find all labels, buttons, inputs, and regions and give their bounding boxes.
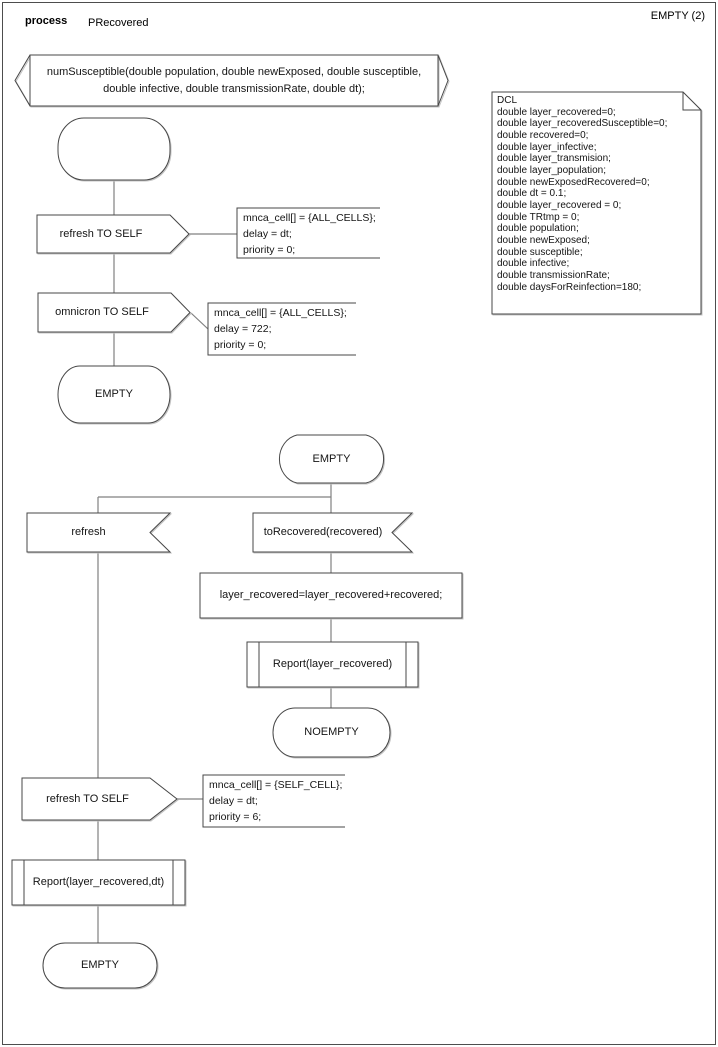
connector (191, 313, 208, 329)
dcl-line: double layer_recoveredSusceptible=0; (497, 118, 668, 130)
page-label: EMPTY (2) (650, 10, 705, 22)
dcl-line: double transmissionRate; (497, 269, 610, 281)
dcl-line: double newExposedRecovered=0; (497, 176, 650, 188)
signature-line-2: double infective, double transmissionRate, double dt); (103, 82, 365, 95)
output-params-2-text (214, 305, 347, 353)
dcl-line: double TRtmp = 0; (497, 211, 580, 223)
param-line: priority = 0; (243, 244, 296, 256)
dcl-line: double susceptible; (497, 246, 583, 258)
dcl-line: double layer_infective; (497, 141, 597, 153)
param-line: priority = 0; (214, 339, 267, 351)
param-line: delay = 722; (214, 323, 272, 335)
output-refresh-1-label: refresh TO SELF (59, 227, 143, 240)
state-empty-2-label: EMPTY (312, 452, 351, 465)
input-refresh-label: refresh (71, 526, 106, 538)
signature-text (30, 56, 438, 105)
dcl-text (497, 95, 697, 293)
dcl-line: double layer_recovered = 0; (497, 199, 622, 211)
procedure-report-1-label: Report(layer_recovered) (272, 658, 393, 670)
output-params-3-text (209, 777, 342, 825)
param-line: priority = 6; (209, 811, 262, 823)
param-line: mnca_cell[] = {SELF_CELL}; (209, 779, 343, 791)
param-line: mnca_cell[] = {ALL_CELLS}; (243, 212, 376, 224)
state-empty-1-label: EMPTY (95, 388, 133, 400)
dcl-line: double layer_transmision; (497, 153, 611, 165)
input-torecovered-label: toRecovered(recovered) (263, 526, 383, 538)
dcl-line: double infective; (497, 258, 570, 270)
task-label: layer_recovered=layer_recovered+recovered; (219, 589, 443, 601)
procedure-report-2-label: Report(layer_recovered,dt) (32, 876, 165, 888)
diagram-kind-label: process (25, 15, 68, 27)
param-line: delay = dt; (209, 795, 258, 807)
state-noempty-label: NOEMPTY (304, 726, 359, 738)
param-line: mnca_cell[] = {ALL_CELLS}; (214, 307, 347, 319)
state-empty-3-label: EMPTY (81, 959, 119, 971)
dcl-line: double population; (497, 223, 579, 235)
output-omnicron-label: omnicron TO SELF (55, 306, 149, 318)
dcl-line: DCL (497, 95, 518, 106)
dcl-line: double daysForReinfection=180; (497, 281, 642, 293)
output-params-1-text (243, 210, 376, 258)
dcl-line: double layer_population; (497, 164, 606, 176)
dcl-line: double dt = 0.1; (497, 188, 567, 200)
start-state-symbol[interactable] (58, 118, 170, 180)
dcl-line: double recovered=0; (497, 129, 589, 141)
param-line: delay = dt; (243, 228, 292, 240)
output-refresh-2-label: refresh TO SELF (46, 792, 129, 805)
dcl-line: double newExposed; (497, 234, 590, 246)
process-name: PRecovered (88, 17, 149, 29)
signature-line-1: numSusceptible(double population, double newExposed, double susceptible, (46, 65, 422, 78)
dcl-line: double layer_recovered=0; (497, 106, 616, 118)
